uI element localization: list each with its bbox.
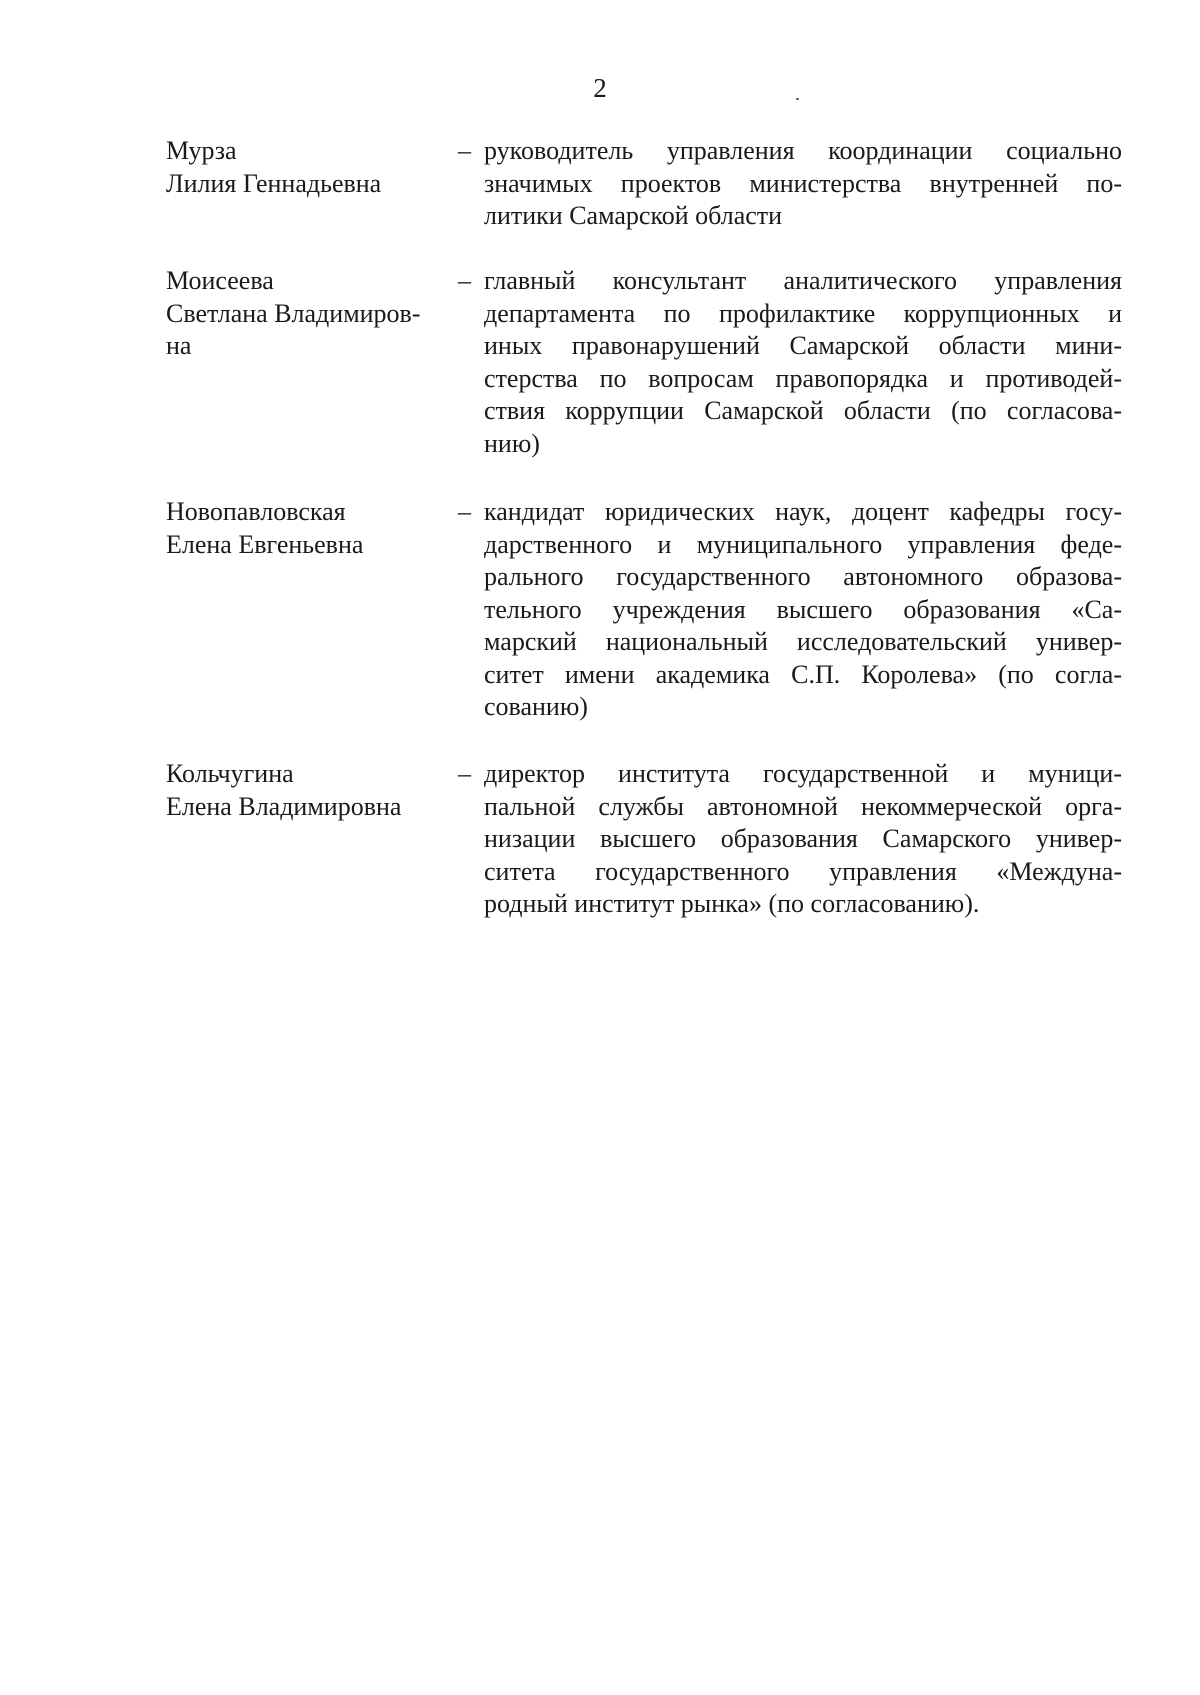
- member-name-line: Лилия Геннадьевна: [166, 168, 382, 198]
- member-description: [484, 135, 1122, 233]
- member-name-line: на: [166, 331, 192, 360]
- member-description: [484, 265, 1122, 460]
- member-name-line: Новопавловская: [166, 497, 346, 526]
- member-name-line: Светлана Владимиров-: [166, 298, 421, 328]
- member-name-line: Елена Владимировна: [166, 791, 402, 821]
- description-line: ситета государственного управления «Междуна-: [484, 856, 1122, 886]
- description-line: родный институт рынка» (по согласованию).: [484, 889, 980, 918]
- description-line: главный консультант аналитического управления: [484, 266, 1122, 295]
- description-line: директор института государственной и муници-: [484, 759, 1122, 788]
- description-line: нию): [484, 428, 540, 458]
- description-line: стерства по вопросам правопорядка и противодей-: [484, 363, 1122, 393]
- member-name-line: Мурза: [166, 136, 237, 165]
- entry-dash: –: [458, 759, 471, 788]
- member-name-line: Елена Евгеньевна: [166, 529, 364, 559]
- description-line: пальной службы автономной некоммерческой орга-: [484, 791, 1122, 821]
- member-name: [166, 758, 426, 823]
- entry-dash: –: [458, 497, 471, 526]
- description-line: литики Самарской области: [484, 201, 783, 230]
- entry-dash: –: [458, 136, 471, 165]
- member-name: [166, 265, 426, 363]
- description-line: иных правонарушений Самарской области мини-: [484, 331, 1122, 360]
- member-name: [166, 496, 426, 561]
- description-line: низации высшего образования Самарского универ-: [484, 824, 1122, 853]
- description-line: значимых проектов министерства внутренней по-: [484, 168, 1122, 198]
- description-line: кандидат юридических наук, доцент кафедры госу-: [484, 497, 1122, 526]
- page-number: 2: [593, 73, 607, 103]
- description-line: ствия коррупции Самарской области (по согласова-: [484, 396, 1122, 425]
- description-line: сованию): [484, 692, 588, 721]
- description-line: департамента по профилактике коррупционных и: [484, 298, 1122, 328]
- description-line: ситет имени академика С.П. Королева» (по согла-: [484, 659, 1122, 689]
- description-line: тельного учреждения высшего образования «Са-: [484, 594, 1122, 624]
- description-line: рального государственного автономного образова-: [484, 562, 1122, 591]
- member-name-line: Кольчугина: [166, 759, 294, 788]
- member-description: [484, 496, 1122, 724]
- member-description: [484, 758, 1122, 921]
- description-line: марский национальный исследовательский универ-: [484, 627, 1122, 656]
- member-name: [166, 135, 426, 200]
- member-name-line: Моисеева: [166, 266, 274, 295]
- entry-dash: –: [458, 266, 471, 295]
- scan-speck: [796, 98, 799, 100]
- description-line: дарственного и муниципального управления феде-: [484, 529, 1122, 559]
- description-line: руководитель управления координации социально: [484, 136, 1122, 165]
